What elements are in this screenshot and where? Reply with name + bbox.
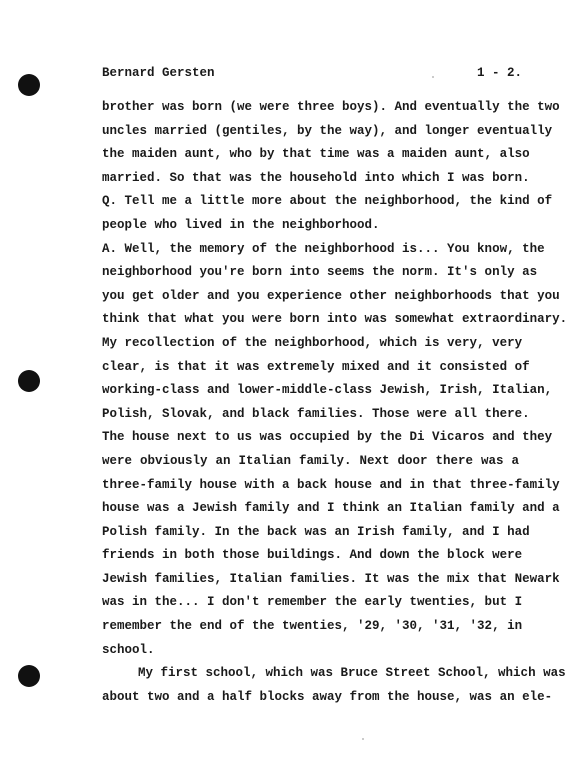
transcript-line: My first school, which was Bruce Street School, which was: [138, 666, 566, 681]
scan-speck: [432, 76, 434, 78]
binder-hole-middle: [18, 370, 40, 392]
transcript-line: the maiden aunt, who by that time was a maiden aunt, also: [102, 147, 530, 162]
binder-hole-bottom: [18, 665, 40, 687]
transcript-line: people who lived in the neighborhood.: [102, 217, 380, 232]
transcript-line: house was a Jewish family and I think an Italian family and a: [102, 501, 560, 516]
transcript-line: school.: [102, 642, 155, 657]
page-number: 1 - 2.: [477, 66, 523, 80]
transcript-line: neighborhood you're born into seems the norm. It's only as: [102, 265, 538, 280]
transcript-line: friends in both those buildings. And down the block were: [102, 548, 523, 563]
binder-hole-top: [18, 74, 40, 96]
transcript-line: The house next to us was occupied by the Di Vicaros and they: [102, 430, 553, 445]
transcript-line: Jewish families, Italian families. It was the mix that Newark: [102, 571, 560, 586]
transcript-line: Polish family. In the back was an Irish family, and I had: [102, 524, 530, 539]
transcript-line: were obviously an Italian family. Next door there was a: [102, 453, 519, 468]
transcript-line: three-family house with a back house and in that three-family: [102, 477, 560, 492]
transcript-line: you get older and you experience other neighborhoods that you: [102, 288, 560, 303]
transcript-line: uncles married (gentiles, by the way), and longer eventually: [102, 123, 553, 138]
transcript-line: married. So that was the household into which I was born.: [102, 170, 530, 185]
transcript-line: clear, is that it was extremely mixed and it consisted of: [102, 359, 530, 374]
transcript-line: working-class and lower-middle-class Jewish, Irish, Italian,: [102, 383, 553, 398]
transcript-line: A. Well, the memory of the neighborhood is... You know, the: [102, 241, 545, 256]
transcript-line: Q. Tell me a little more about the neighborhood, the kind of: [102, 194, 553, 209]
transcript-line: was in the... I don't remember the early twenties, but I: [102, 595, 523, 610]
transcript-line: think that what you were born into was somewhat extraordinary.: [102, 312, 568, 327]
transcript-line: about two and a half blocks away from the house, was an ele-: [102, 689, 553, 704]
transcript-line: Polish, Slovak, and black families. Those were all there.: [102, 406, 530, 421]
scan-speck: [362, 738, 364, 740]
transcript-body: [102, 96, 568, 709]
header-name: Bernard Gersten: [102, 66, 215, 80]
transcript-line: My recollection of the neighborhood, which is very, very: [102, 335, 523, 350]
transcript-line: brother was born (we were three boys). And eventually the two: [102, 100, 560, 114]
transcript-line: remember the end of the twenties, '29, '30, '31, '32, in: [102, 619, 523, 634]
